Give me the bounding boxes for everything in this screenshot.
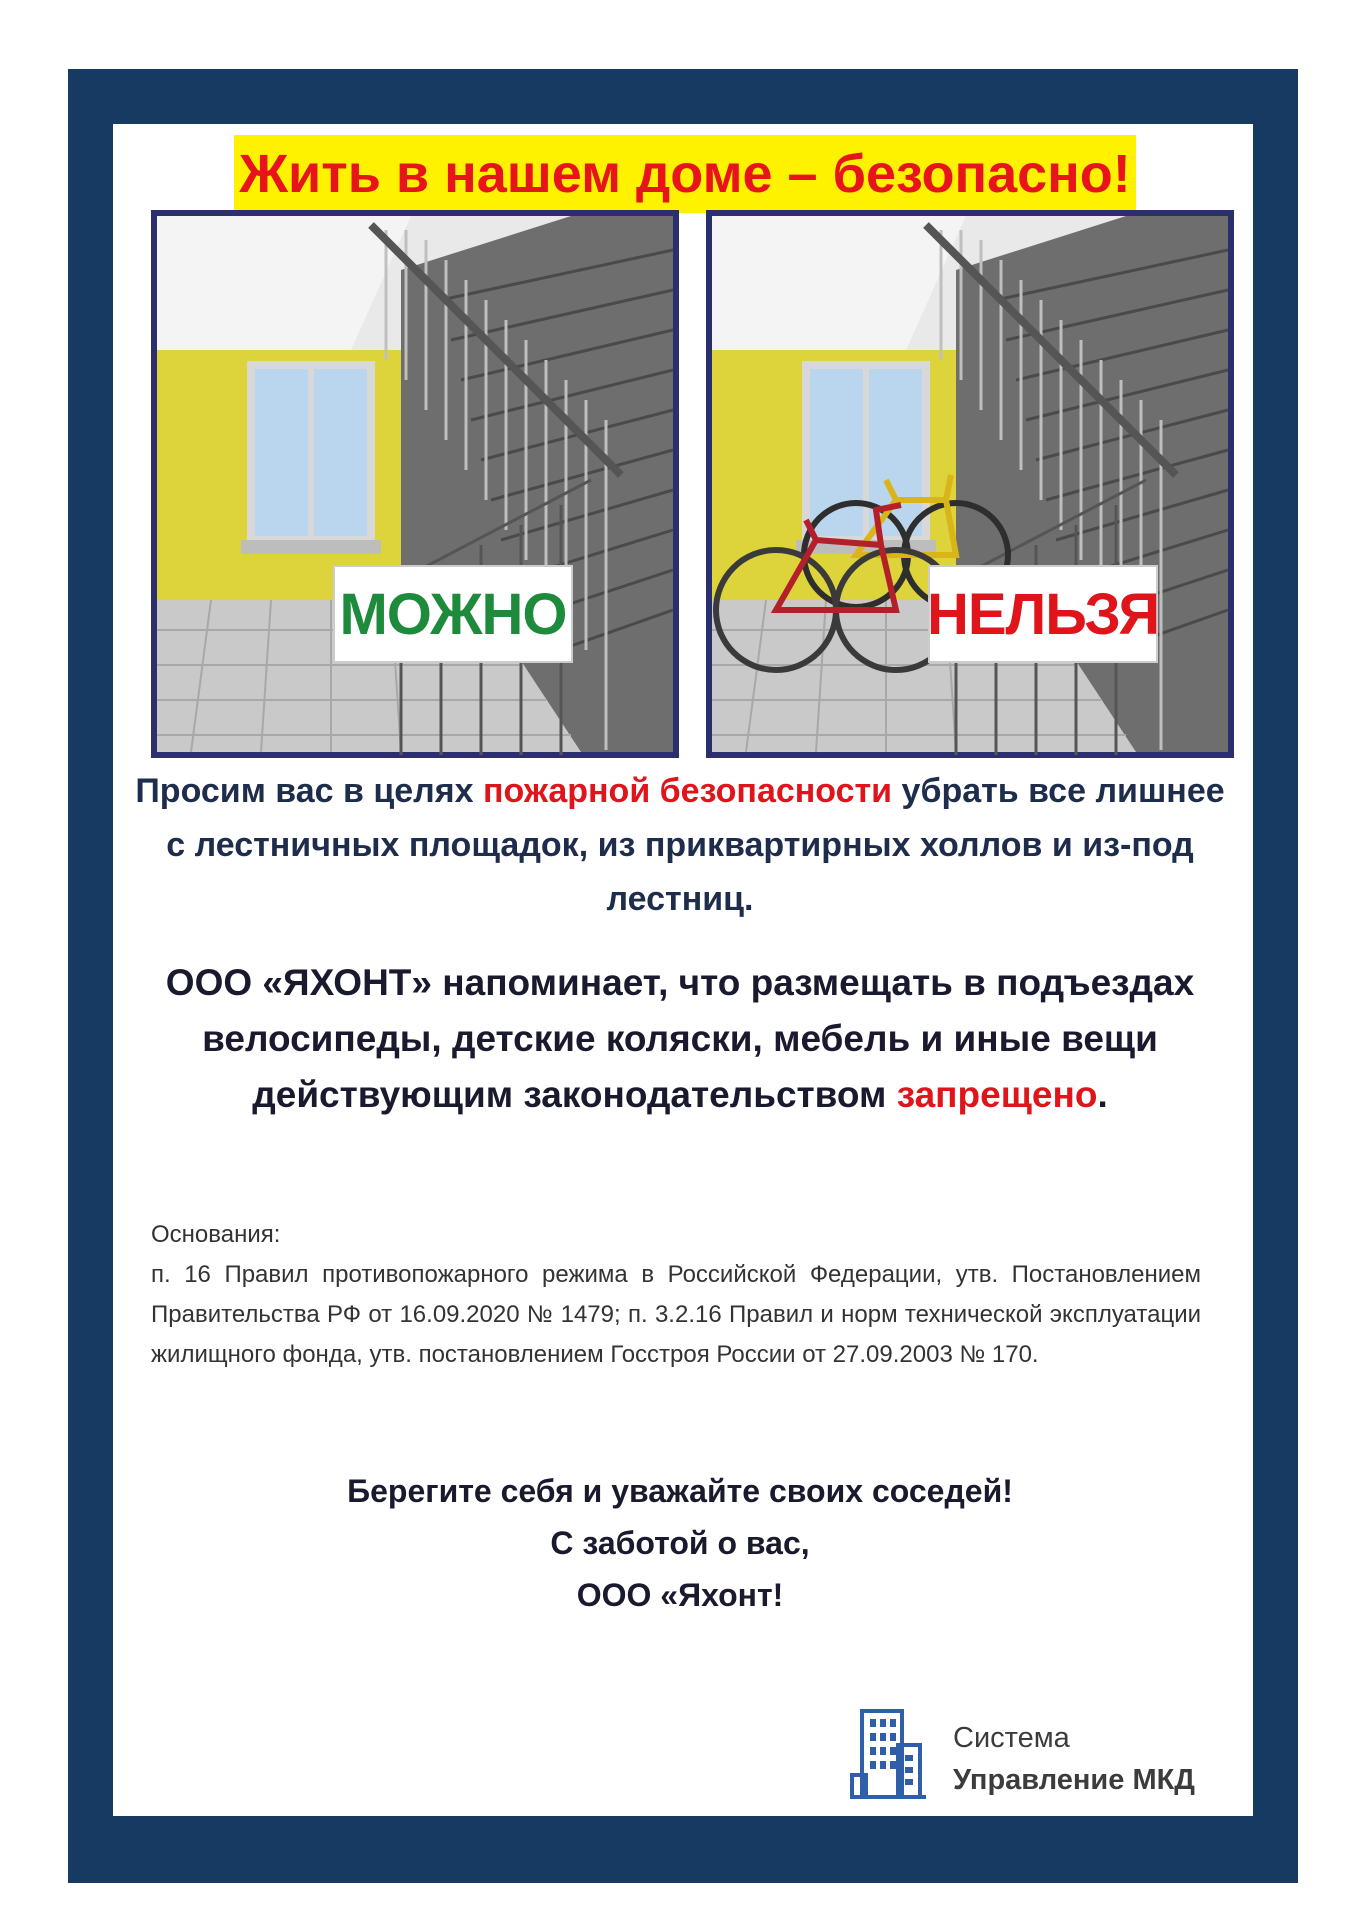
logo-line-2: Управление МКД [953,1764,1195,1796]
closing-line-1: Берегите себя и уважайте своих соседей! [347,1473,1013,1509]
stairwell-image-forbidden [706,210,1234,758]
logo-text [953,1717,1195,1801]
stairwell-illustration [151,210,679,758]
allowed-sign-label: МОЖНО [339,581,567,647]
headline: Жить в нашем доме – безопасно! [234,135,1136,213]
reminder-end: . [1097,1074,1108,1115]
forbidden-sign [928,565,1158,663]
request-text-end: убрать все лишнее с лестничных площадок, из приквартирных холлов и из-под лестниц. [166,772,1225,918]
legal-basis-body: п. 16 Правил противопожарного режима в Российской Федерации, утв. Постановлением Правительства РФ от 16.09.2020 № 1479; п. 3.2.16 Правил и норм технической эксплуатации жилищного фонда, утв. постановлением Госстроя России от 27.09.2003 № 170. [151,1261,1201,1368]
stairwell-bicycle-illustration [706,210,1234,758]
closing-line-3: ООО «Яхонт! [576,1577,784,1613]
reminder-highlight: запрещено [896,1074,1098,1115]
building-icon [848,1705,928,1805]
closing-line-2: С заботой о вас, [550,1525,810,1561]
fire-safety-request [130,764,1230,926]
reminder-text: ООО «ЯХОНТ» напоминает, что размещать в подъездах велосипеды, детские коляски, мебель и иные вещи действующим законодательством [165,962,1195,1115]
company-logo [848,1705,1228,1805]
stairwell-image-allowed [151,210,679,758]
logo-line-1: Система [953,1722,1070,1754]
forbidden-sign-label: НЕЛЬЗЯ [926,581,1160,647]
closing-message [130,1465,1230,1621]
request-highlight: пожарной безопасности [482,772,893,810]
legal-reminder [130,955,1230,1123]
legal-basis-title: Основания: [151,1221,281,1248]
allowed-sign [333,565,573,663]
legal-basis [151,1215,1201,1375]
request-text-start: Просим вас в целях [135,772,483,810]
